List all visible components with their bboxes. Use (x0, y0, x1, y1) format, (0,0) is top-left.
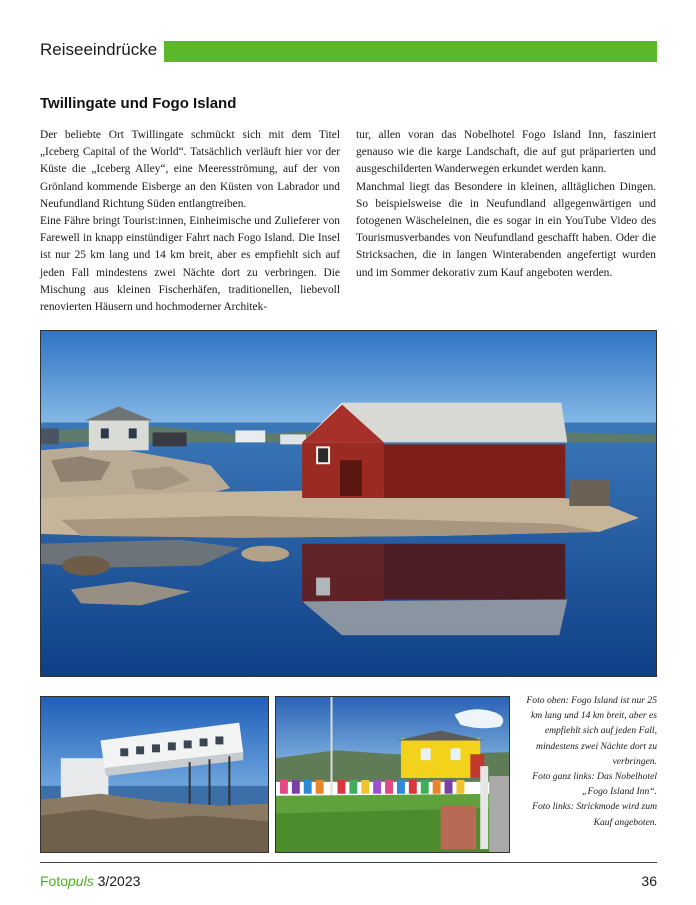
caption-knitwear-photo: Foto links: Strickmode wird zum Kauf angeboten. (532, 801, 657, 828)
page-number: 36 (641, 873, 657, 889)
paragraph: Der beliebte Ort Twillingate schmückt sich mit dem Titel „Iceberg Capital of the World“. Tatsächlich verläuft hier vor der Küste die „Iceberg Alley“, eine Meeresströmung, auf der von Grönland kommende Eisberge an den Küsten von Labrador und Neufundland Richtung Süden entlangtreiben. (40, 129, 340, 210)
brand-foto: Foto (40, 873, 69, 889)
photo-boathouse (40, 330, 657, 677)
photo-knitwear (275, 696, 510, 853)
footer-divider (40, 862, 657, 863)
section-label: Reiseeindrücke (40, 40, 158, 59)
photo-fogo-island-inn (40, 696, 269, 853)
article-column-right (356, 127, 656, 282)
brand-puls: puls (68, 873, 94, 889)
paragraph: tur, allen voran das Nobelhotel Fogo Island Inn, fasziniert genauso wie die karge Landschaft, die auf gut präparierten und ausgeschilderten Wanderwegen erkundet werden kann. (356, 129, 656, 176)
article-title: Twillingate und Fogo Island (40, 95, 237, 112)
article-column-left (40, 127, 340, 316)
header-accent-bar (164, 41, 657, 62)
caption-hotel-photo: Foto ganz links: Das Nobelhotel „Fogo Island Inn“. (532, 771, 657, 798)
caption-top-photo: Foto oben: Fogo Island ist nur 25 km lang und 14 km breit, aber es empfiehlt sich auf jeden Fall, mindestens zwei Nächte dort zu verbringen. (526, 695, 657, 767)
paragraph: Manchmal liegt das Besondere in kleinen, alltäglichen Dingen. So beispielsweise die in Neufundland allgegenwärtigen und fotogenen Wäscheleinen, die es sogar in ein YouTube Video des Tourismusverbandes von Neufundland geschafft haben. Oder die Stricksachen, die in langen Winterabenden angefertigt wurden und im Sommer dekorativ zum Kauf angeboten werden. (356, 180, 656, 279)
photo-captions (516, 693, 657, 830)
issue-number: 3/2023 (93, 873, 141, 889)
footer-magazine-brand (40, 873, 140, 889)
paragraph: Eine Fähre bringt Tourist:innen, Einheimische und Zulieferer von Farewell in knapp einstündiger Fahrt nach Fogo Island. Die Insel ist nur 25 km lang und 14 km breit, aber es empfiehlt sich auf jeden Fall mindestens zwei Nächte dort zu verbringen. Die Mischung aus kleinen Fischerhäfen, traditionellen, liebevoll renovierten Häusern und hochmoderner Architek- (40, 215, 340, 314)
